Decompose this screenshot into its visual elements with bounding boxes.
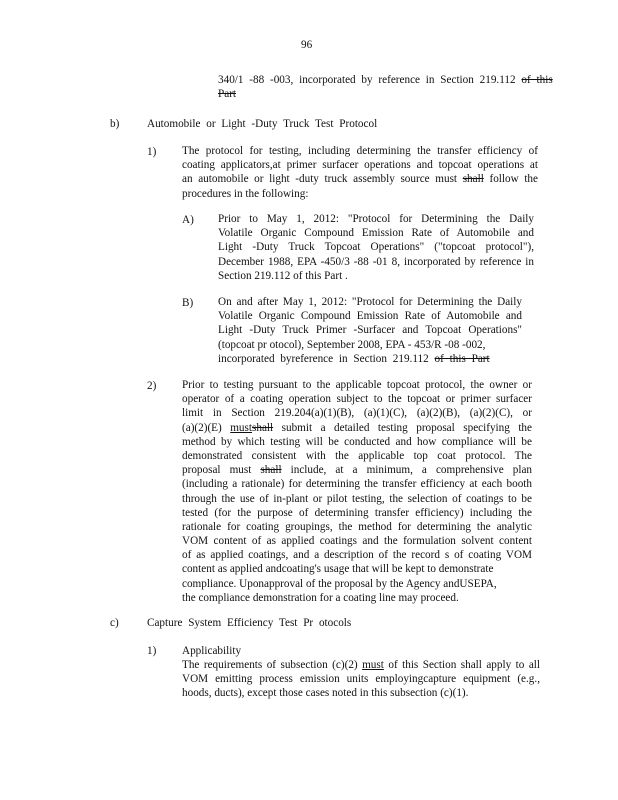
struck-text: Part bbox=[218, 88, 237, 100]
paragraph-line: hoods, ducts), except those cases noted in this subsection (c)(1). bbox=[182, 687, 469, 700]
paragraph-line: Prior to testing pursuant to the applicable topcoat protocol, the owner or bbox=[182, 379, 532, 391]
paragraph-line: On and after May 1, 2012: "Protocol for Determining the Daily bbox=[218, 296, 522, 308]
section-c-letter: c) bbox=[110, 617, 119, 629]
paragraph-line: (including a rationale) for determining the transfer efficiency at each booth bbox=[182, 478, 532, 491]
paragraph-line: Volatile Organic Compound Emission Rate of Automobile and bbox=[218, 310, 522, 323]
struck-text: shall bbox=[252, 421, 274, 434]
line-text: (a)(2)(E) bbox=[182, 421, 222, 434]
paragraph-line bbox=[182, 463, 532, 477]
sub-a-paragraph bbox=[218, 212, 534, 283]
item-b1-paragraph bbox=[182, 144, 538, 201]
item-b2-number: 2) bbox=[147, 380, 157, 392]
paragraph-line: Section 219.112 of this Part . bbox=[218, 269, 348, 282]
paragraph-line: through the use of in-plant or pilot testing, the selection of coatings to be bbox=[182, 492, 532, 505]
paragraph-line: Prior to May 1, 2012: "Protocol for Determining the Daily bbox=[218, 213, 534, 225]
paragraph-line: (topcoat pr otocol), September 2008, EPA - 453/R -08 -002, bbox=[218, 338, 486, 351]
sub-b-paragraph bbox=[218, 295, 522, 366]
paragraph-line: VOM content of as applied coatings and the formulation solvent content bbox=[182, 535, 532, 548]
struck-text: shall bbox=[462, 173, 484, 186]
line-text: The requirements of subsection (c)(2) bbox=[182, 659, 358, 671]
paragraph-line: compliance. Uponapproval of the proposal by the Agency andUSEPA, bbox=[182, 577, 497, 590]
item-c1-title: Applicability bbox=[182, 645, 242, 657]
paragraph-line bbox=[182, 172, 538, 186]
line-text: proposal must bbox=[182, 464, 252, 477]
section-c-heading: Capture System Efficiency Test Pr otocols bbox=[147, 617, 352, 629]
paragraph-line: Volatile Organic Compound Emission Rate of Automobile and bbox=[218, 227, 534, 240]
paragraph-line: coating applicators,at primer surfacer operations and topcoat operations at bbox=[182, 159, 538, 172]
struck-text: of this bbox=[521, 74, 553, 86]
sub-a-letter: A) bbox=[182, 214, 194, 226]
section-b-heading: Automobile or Light -Duty Truck Test Protocol bbox=[147, 118, 378, 130]
intro-line-2 bbox=[218, 87, 236, 101]
struck-text: of this Part bbox=[434, 352, 490, 365]
paragraph-line bbox=[218, 352, 522, 366]
paragraph-line bbox=[182, 658, 540, 672]
underlined-text: must bbox=[362, 659, 384, 671]
paragraph-line: method by which testing will be conducted and how compliance will be bbox=[182, 435, 532, 448]
paragraph-line: Light -Duty Truck Primer -Surfacer and Topcoat Operations" bbox=[218, 324, 522, 337]
paragraph-line: December 1988, EPA -450/3 -88 -01 8, incorporated by reference in bbox=[218, 255, 534, 268]
paragraph-line: content as applied andcoating's usage that will be kept to demonstrate bbox=[182, 563, 494, 576]
paragraph-line bbox=[182, 421, 532, 435]
line-text: submit a detailed testing proposal specifying the bbox=[281, 421, 532, 434]
paragraph-line: VOM emitting process emission units employingcapture equipment (e.g., bbox=[182, 673, 540, 686]
underlined-text: must bbox=[230, 421, 252, 434]
paragraph-line: tested (for the purpose of determining transfer efficiency) including the bbox=[182, 506, 532, 519]
paragraph-line: The protocol for testing, including determining the transfer efficiency of bbox=[182, 145, 538, 157]
paragraph-line: rationale for coating groupings, the method for determining the analytic bbox=[182, 520, 532, 533]
item-c1-paragraph bbox=[182, 658, 540, 701]
line-text: follow the bbox=[489, 173, 538, 186]
paragraph-line: operator of a coating operation subject to the topcoat or primer surfacer bbox=[182, 393, 532, 406]
paragraph-line: limit in Section 219.204(a)(1)(B), (a)(1)(C), (a)(2)(B), (a)(2)(C), or bbox=[182, 407, 532, 420]
paragraph-line: Light -Duty Truck Topcoat Operations" ("topcoat protocol"), bbox=[218, 241, 534, 254]
paragraph-line: of as applied coatings, and a description of the record s of coating VOM bbox=[182, 549, 532, 562]
paragraph-line: demonstrated consistent with the applicable top coat protocol. The bbox=[182, 449, 532, 462]
intro-line-1 bbox=[218, 73, 553, 87]
line-text: an automobile or light -duty truck assembly source must bbox=[182, 173, 458, 186]
intro-text: 340/1 -88 -003, incorporated by reference in Section 219.112 bbox=[218, 74, 516, 86]
section-b-letter: b) bbox=[110, 118, 120, 130]
paragraph-line: the compliance demonstration for a coating line may proceed. bbox=[182, 591, 459, 604]
item-c1-number: 1) bbox=[147, 645, 157, 657]
item-b1-number: 1) bbox=[147, 146, 157, 158]
item-b2-paragraph bbox=[182, 378, 532, 605]
line-text: include, at a minimum, a comprehensive plan bbox=[290, 464, 532, 477]
struck-text: shall bbox=[260, 464, 282, 477]
line-text: of this Section shall apply to all bbox=[388, 659, 541, 671]
page-number: 96 bbox=[301, 39, 313, 51]
sub-b-letter: B) bbox=[182, 297, 194, 309]
line-text: incorporated byreference in Section 219.112 bbox=[218, 352, 429, 365]
paragraph-line: procedures in the following: bbox=[182, 187, 309, 200]
